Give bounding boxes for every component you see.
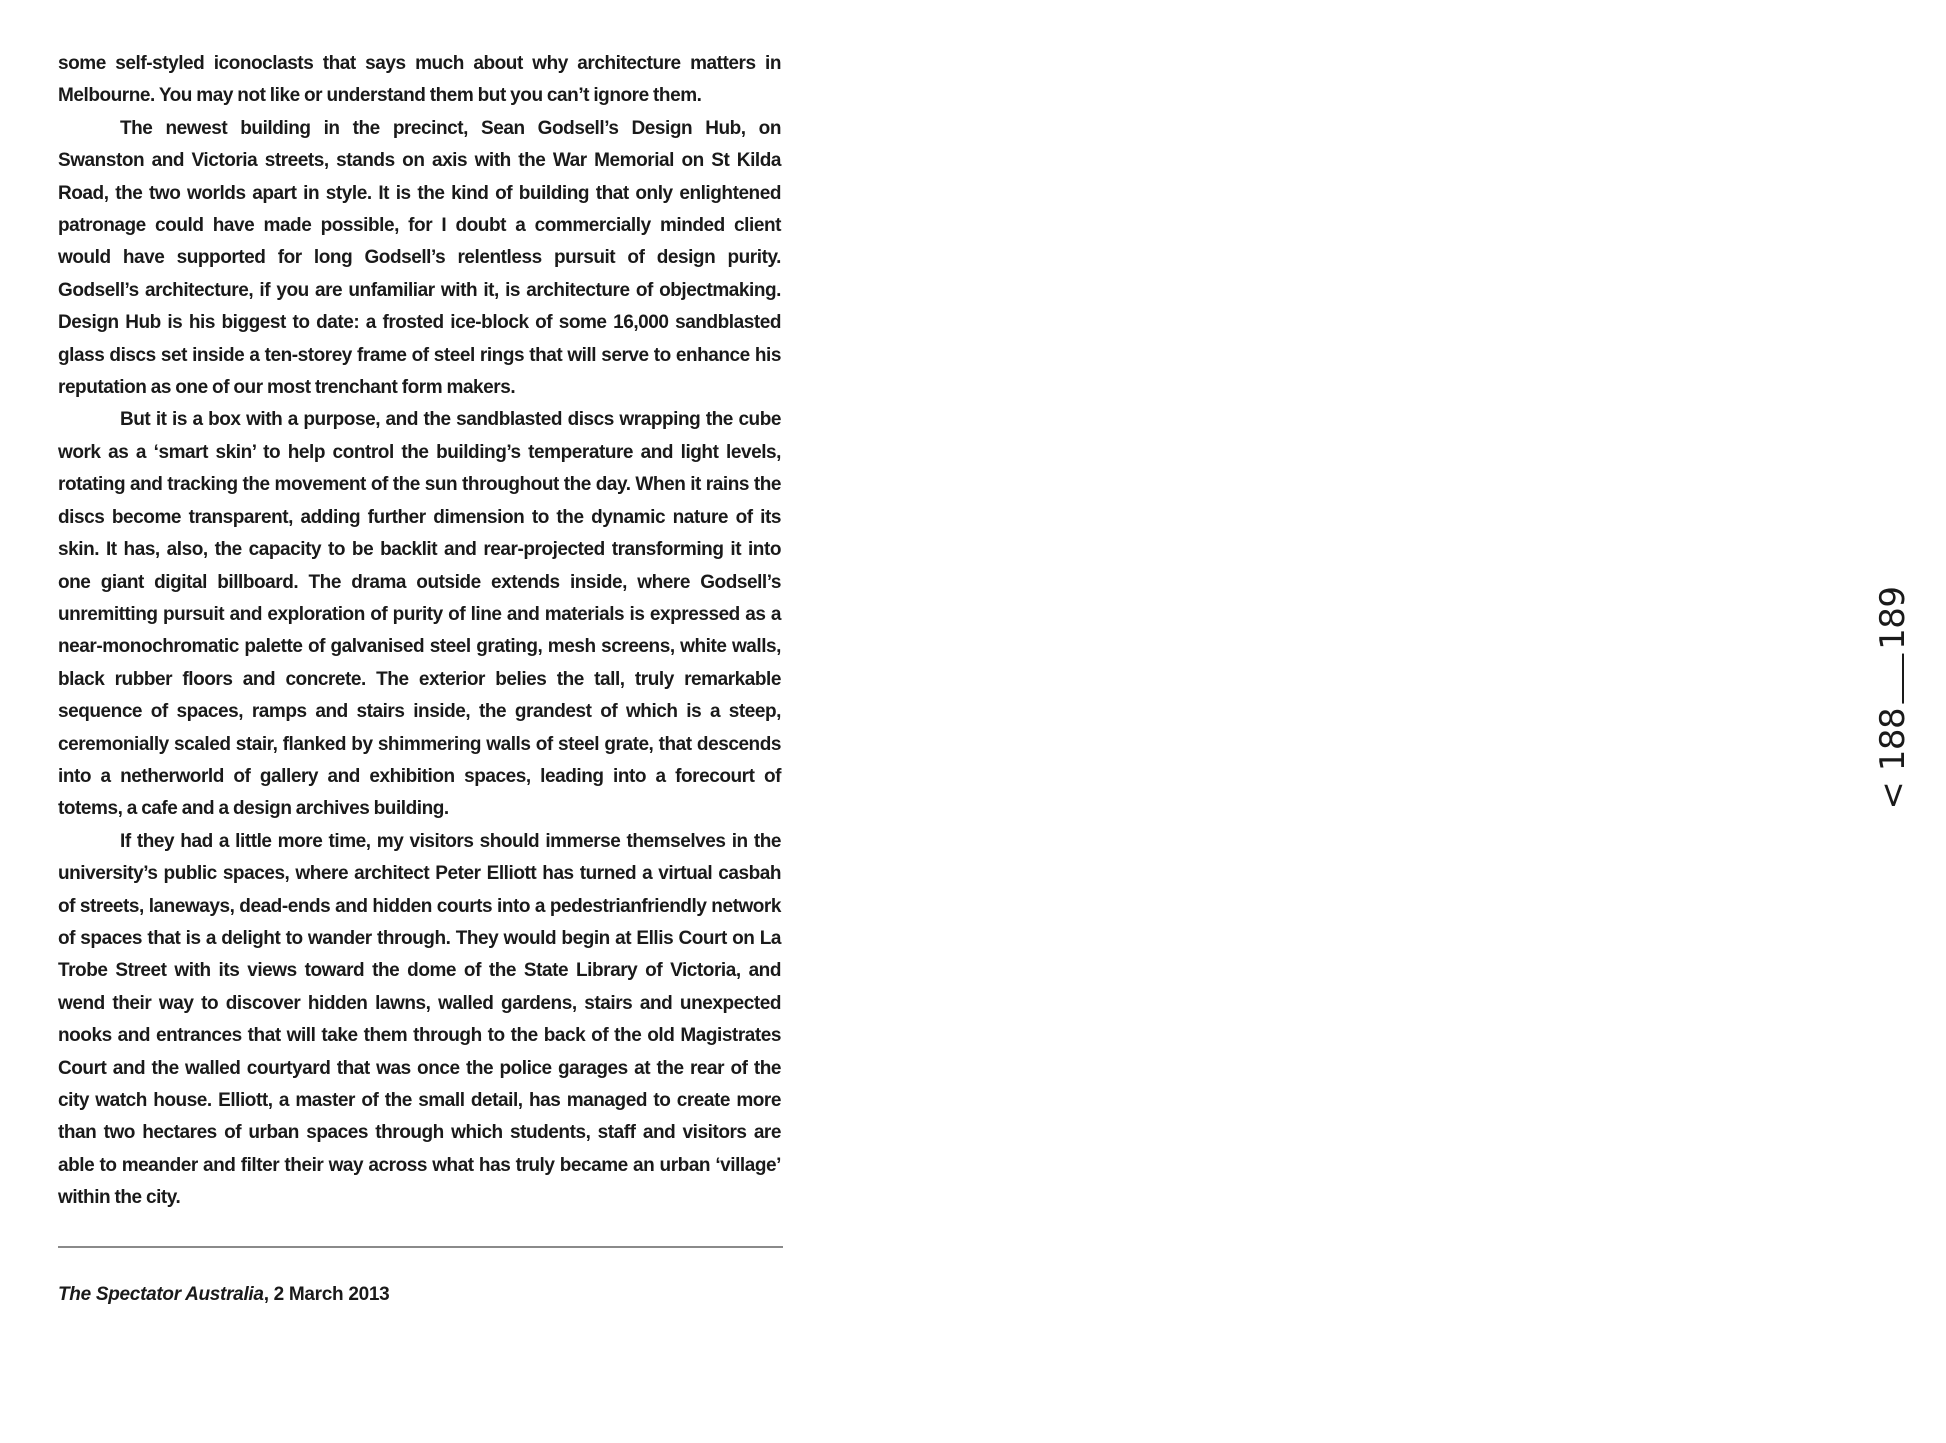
left-page-number: 188 (1873, 707, 1913, 772)
right-page-number: 189 (1873, 586, 1913, 650)
publication-name: The Spectator Australia (58, 1284, 264, 1305)
source-citation (58, 1279, 389, 1311)
source-divider (58, 1246, 783, 1248)
page-numbers (1873, 586, 1913, 809)
publication-date: , 2 March 2013 (263, 1284, 390, 1305)
previous-arrow-icon: < (1873, 781, 1913, 810)
article-body (58, 48, 781, 1215)
paragraph-2: The newest building in the precinct, Sean Godsell’s Design Hub, on Swanston and Victoria streets, stands on axis with the War Memorial on St Kilda Road, the two worlds apart in style. It is the kind of building that only enlightened patronage could have made possible, for I doubt a commercially minded client would have supported for long Godsell’s relentless pursuit of design purity. Godsell’s architecture, if you are unfamiliar with it, is architecture of objectmaking. Design Hub is his biggest to date: a frosted ice-block of some 16,000 sandblasted glass discs set inside a ten-storey frame of steel rings that will serve to enhance his reputation as one of our most trenchant form makers. (58, 117, 781, 399)
paragraph-4: If they had a little more time, my visitors should immerse themselves in the university’s public spaces, where architect Peter Elliott has turned a virtual casbah of streets, laneways, dead-ends and hidden courts into a pedestrianfriendly network of spaces that is a delight to wander through. They would begin at Ellis Court on La Trobe Street with its views toward the dome of the State Library of Victoria, and wend their way to discover hidden lawns, walled gardens, stairs and unexpected nooks and entrances that will take them through to the back of the old Magistrates Court and the walled courtyard that was once the police garages at the rear of the city watch house. Elliott, a master of the small detail, has managed to create more than two hectares of urban spaces through which students, staff and visitors are able to meander and filter their way across what has truly became an urban ‘village’ within the city. (58, 830, 781, 1209)
folio-separator (1902, 654, 1904, 704)
paragraph-1: some self-styled iconoclasts that says much about why architecture matters in Melbourne. You may not like or understand them but you can’t ignore them. (58, 53, 781, 107)
paragraph-3: But it is a box with a purpose, and the sandblasted discs wrapping the cube work as a ‘smart skin’ to help control the building’s temperature and light levels, rotating and tracking the movement of the sun throughout the day. When it rains the discs become transparent, adding further dimension to the dynamic nature of its skin. It has, also, the capacity to be backlit and rear-projected transforming it into one giant digital billboard. The drama outside extends inside, where Godsell’s unremitting pursuit and exploration of purity of line and materials is expressed as a near-monochromatic palette of galvanised steel grating, mesh screens, white walls, black rubber floors and concrete. The exterior belies the tall, truly remarkable sequence of spaces, ramps and stairs inside, the grandest of which is a steep, ceremonially scaled stair, flanked by shimmering walls of steel grate, that descends into a netherworld of gallery and exhibition spaces, leading into a forecourt of totems, a cafe and a design archives building. (58, 409, 781, 820)
